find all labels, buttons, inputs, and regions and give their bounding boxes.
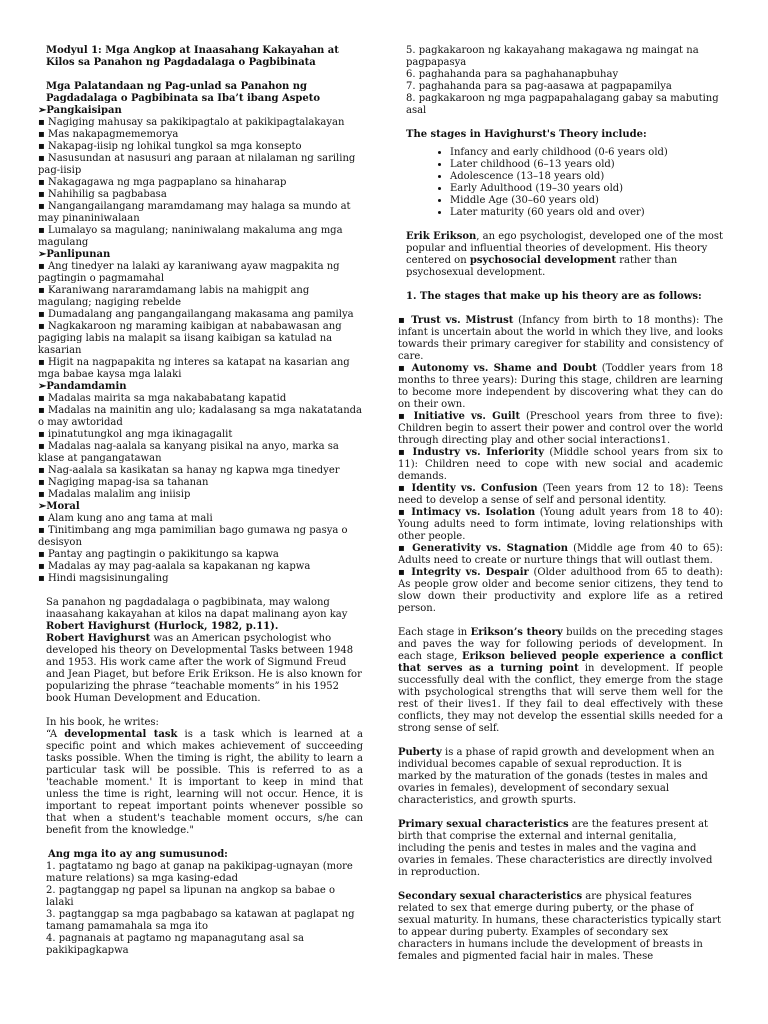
bio-text: was an American psychologist who developed his theory on Developmental Tasks between 1948 and 1953. His work came after the work of Sigmund Freud and Jean Piaget, but before Erik Erikson. He is also known for popularizing the phrase “teachable moments” in his 1952 book Human Development and Education. xyxy=(46,633,362,704)
erikson-stages-list xyxy=(398,315,723,615)
erikson-stage-name: ▪ Autonomy vs. Shame and Doubt xyxy=(398,363,597,374)
erikson-stage-name: ▪ Identity vs. Confusion xyxy=(398,483,538,494)
list-item: ▪ Karaniwang nararamdamang labis na mahigpit ang magulang; nagiging rebelde xyxy=(38,285,310,308)
erikson-stage-name: ▪ Integrity vs. Despair xyxy=(398,567,529,578)
erikson-name: Erik Erikson xyxy=(406,231,477,242)
erikson-stage-item xyxy=(398,411,723,447)
list-item: ▪ Higit na nagpapakita ng interes sa katapat na kasarian ang mga babae kaysa mga lalaki xyxy=(38,357,350,380)
erikson-term: psychosocial development xyxy=(469,255,617,266)
list-item: ▪ Nagiging mapag-isa sa tahanan xyxy=(38,477,209,488)
group-heading: ➢Moral xyxy=(38,501,80,512)
erikson-stage-desc: (Older adulthood from 65 to death): As people grow older and become senior citizens, they tend to slow down their productivity and explore life as a retired person. xyxy=(398,567,724,614)
list-item: ▪ Tinitimbang ang mga pamimilian bago gumawa ng pasya o desisyon xyxy=(38,525,348,548)
right-column xyxy=(398,45,723,963)
stage-item: • Later childhood (6–13 years old) xyxy=(450,159,723,171)
signs-title: Mga Palatandaan ng Pag-unlad sa Panahon ng Pagdadalaga o Pagbibinata sa Iba’t ibang Aspeto xyxy=(46,81,321,104)
erikson-stage-item xyxy=(398,447,723,483)
group-heading: ➢Pandamdamin xyxy=(38,381,127,392)
tasks-list xyxy=(38,861,363,957)
task-item: 4. pagnanais at pagtamo ng mapanagutang asal sa pakikipagkapwa xyxy=(46,933,304,956)
secondary-term: Secondary sexual characteristics xyxy=(398,891,583,902)
erikson-stages-heading: 1. The stages that make up his theory are as follows: xyxy=(406,291,702,302)
stage-item: • Infancy and early childhood (0-6 years old) xyxy=(450,147,723,159)
task-item: 3. pagtanggap sa mga pagbabago sa katawan at paglapat ng tamang pamamahala sa mga ito xyxy=(46,909,355,932)
erikson-stage-item xyxy=(398,315,723,363)
erikson-stage-desc: (Middle age from 40 to 65): Adults need to create or nurture things that will outlast them. xyxy=(398,543,723,566)
task-item: 2. pagtanggap ng papel sa lipunan na angkop sa babae o lalaki xyxy=(46,885,336,908)
erikson-stage-name: ▪ Initiative vs. Guilt xyxy=(398,411,521,422)
erikson-stage-desc: (Toddler years from 18 months to three years): During this stage, children are learning to become more independent by discovering what they can do on their own. xyxy=(398,363,723,410)
quote-paragraph xyxy=(38,729,363,837)
quote-open: “A xyxy=(46,729,65,740)
module-title: Modyul 1: Mga Angkop at Inaasahang Kakayahan at Kilos sa Panahon ng Pagdadalaga o Pagbibinata xyxy=(46,45,339,68)
erikson-stage-item xyxy=(398,567,723,615)
erikson-text-2: rather than psychosexual development. xyxy=(406,255,678,278)
list-item: ▪ Nagiging mahusay sa pakikipagtalo at pakikipagtalakayan xyxy=(38,117,345,128)
each-stage-bold-1: Erikson’s theory xyxy=(470,627,563,638)
list-item: ▪ ipinatutungkol ang mga ikinagagalit xyxy=(38,429,233,440)
list-item: ▪ Nasusundan at nasusuri ang paraan at nilalaman ng sariling pag-iisip xyxy=(38,153,356,176)
each-stage-text-1: Each stage in xyxy=(398,627,471,638)
intro-citation: Robert Havighurst (Hurlock, 1982, p.11). xyxy=(46,621,279,632)
each-stage-paragraph xyxy=(398,627,723,735)
list-item: ▪ Madalas ay may pag-aalala sa kapakanan ng kapwa xyxy=(38,561,311,572)
list-item: ▪ Pantay ang pagtingin o pakikitungo sa kapwa xyxy=(38,549,279,560)
quote-rest: is a task which is learned at a specific point and which makes achievement of succeeding tasks possible. When the timing is right, the ability to learn a particular task will be possible. This is referred to as a 'teachable moment.' It is important to keep in mind that unless the time is right, learning will not occur. Hence, it is important to repeat important points whenever possible so that when a student's teachable moment occurs, s/he can benefit from the knowledge." xyxy=(46,729,363,836)
stage-item: • Early Adulthood (19–30 years old) xyxy=(450,183,723,195)
group-heading: ➢Panlipunan xyxy=(38,249,111,260)
erikson-stage-desc: (Teen years from 12 to 18): Teens need to develop a sense of self and personal identity. xyxy=(398,483,723,506)
erikson-stage-desc: (Infancy from birth to 18 months): The infant is uncertain about the world in which they live, and looks towards their primary caregiver for stability and consistency of care. xyxy=(398,315,723,362)
tasks-list-continued xyxy=(398,45,723,117)
task-item: 8. pagkakaroon ng mga pagpapahalagang gabay sa mabuting asal xyxy=(406,93,719,116)
erikson-stage-desc: (Preschool years from three to five): Children begin to assert their power and control over the world through directing play and other social interactions1. xyxy=(398,411,723,446)
erikson-stage-name: ▪ Trust vs. Mistrust xyxy=(398,315,514,326)
list-item: ▪ Nagkakaroon ng maraming kaibigan at nababawasan ang pagiging labis na malapit sa iisang kaibigan sa katulad na kasarian xyxy=(38,321,342,356)
list-item: ▪ Nakapag-iisip ng lohikal tungkol sa mga konsepto xyxy=(38,141,302,152)
list-item: ▪ Lumalayo sa magulang; naniniwalang makaluma ang mga magulang xyxy=(38,225,343,248)
list-item: ▪ Ang tinedyer na lalaki ay karaniwang ayaw magpakita ng pagtingin o pagmamahal xyxy=(38,261,340,284)
each-stage-text-2: builds on the preceding stages and paves the way for following periods of development. In each stage, xyxy=(398,627,723,662)
list-item: ▪ Alam kung ano ang tama at mali xyxy=(38,513,213,524)
each-stage-bold-2: Erikson believed people experience a conflict that serves as a turning point xyxy=(398,651,724,674)
erikson-paragraph xyxy=(398,231,723,279)
group-heading: ➢Pangkaisipan xyxy=(38,105,122,116)
primary-text: are the features present at birth that comprise the external and internal genitalia, including the penis and testes in males and the vagina and ovaries in females. These characteristics are directly involved in reproduction. xyxy=(398,819,713,878)
puberty-term: Puberty xyxy=(398,747,442,758)
havighurst-stages-heading: The stages in Havighurst's Theory include: xyxy=(406,129,647,140)
quote-term: developmental task xyxy=(64,729,178,740)
list-item: ▪ Nangangailangang maramdamang may halaga sa mundo at may pinaniniwalaan xyxy=(38,201,351,224)
puberty-paragraph xyxy=(398,747,723,807)
erikson-stage-item xyxy=(398,483,723,507)
erikson-stage-desc: (Middle school years from six to 11): Children need to cope with new social and academic demands. xyxy=(398,447,723,482)
left-column xyxy=(38,45,363,957)
havighurst-stages-list xyxy=(398,147,723,219)
stage-item: • Later maturity (60 years old and over) xyxy=(450,207,723,219)
list-item: ▪ Madalas nag-aalala sa kanyang pisikal na anyo, marka sa klase at pangangatawan xyxy=(38,441,339,464)
puberty-text: is a phase of rapid growth and development when an individual becomes capable of sexual reproduction. It is marked by the maturation of the gonads (testes in males and ovaries in females), development of secondary sexual characteristics, and growth spurts. xyxy=(398,747,715,806)
erikson-stage-item xyxy=(398,507,723,543)
erikson-stage-item xyxy=(398,543,723,567)
secondary-paragraph xyxy=(398,891,723,963)
erikson-stage-name: ▪ Intimacy vs. Isolation xyxy=(398,507,536,518)
erikson-stage-name: ▪ Industry vs. Inferiority xyxy=(398,447,545,458)
list-item: ▪ Mas nakapagmememorya xyxy=(38,129,179,140)
primary-term: Primary sexual characteristics xyxy=(398,819,569,830)
stage-item: • Middle Age (30–60 years old) xyxy=(450,195,723,207)
stage-item: • Adolescence (13–18 years old) xyxy=(450,171,723,183)
each-stage-text-3: in development. If people successfully deal with the conflict, they emerge from the stage with psychological strengths that will serve them well for the rest of their lives1. If they fail to deal effectively with these conflicts, they may not develop the essential skills needed for a strong sense of self. xyxy=(398,663,723,734)
list-item: ▪ Nag-aalala sa kasikatan sa hanay ng kapwa mga tinedyer xyxy=(38,465,340,476)
intro-paragraph xyxy=(38,597,363,633)
list-item: ▪ Madalas na mainitin ang ulo; kadalasang sa mga nakatatanda o may awtoridad xyxy=(38,405,363,428)
task-item: 5. pagkakaroon ng kakayahang makagawa ng maingat na pagpapasya xyxy=(406,45,699,68)
list-item: ▪ Madalas malalim ang iniisip xyxy=(38,489,191,500)
secondary-text: are physical features related to sex that emerge during puberty, or the phase of sexual maturity. In humans, these characteristics typically start to appear during puberty. Examples of secondary sex characters in humans include the development of breasts in females and pigmented facial hair in males. These xyxy=(398,891,721,962)
task-item: 1. pagtatamo ng bago at ganap na pakikipag-ugnayan (more mature relations) sa mga kasing-edad xyxy=(46,861,353,884)
list-item: ▪ Dumadalang ang pangangailangang makasama ang pamilya xyxy=(38,309,354,320)
list-item: ▪ Hindi magsisinungaling xyxy=(38,573,169,584)
list-item: ▪ Madalas mairita sa mga nakababatang kapatid xyxy=(38,393,287,404)
erikson-stage-item xyxy=(398,363,723,411)
bio-paragraph xyxy=(38,633,363,705)
list-item: ▪ Nakagagawa ng mga pagpaplano sa hinaharap xyxy=(38,177,287,188)
task-item: 7. paghahanda para sa pag-aasawa at pagpapamilya xyxy=(406,81,672,92)
task-item: 6. paghahanda para sa paghahanapbuhay xyxy=(406,69,619,80)
intro-text: Sa panahon ng pagdadalaga o pagbibinata, may walong inaasahang kakayahan at kilos na dapat malinang ayon kay xyxy=(46,597,348,620)
book-intro: In his book, he writes: xyxy=(46,717,159,728)
tasks-heading: Ang mga ito ay ang sumusunod: xyxy=(48,849,228,860)
erikson-stage-name: ▪ Generativity vs. Stagnation xyxy=(398,543,569,554)
bio-name: Robert Havighurst xyxy=(46,633,151,644)
erikson-text-1: , an ego psychologist, developed one of the most popular and influential theories of development. His theory centered on xyxy=(406,231,723,266)
primary-paragraph xyxy=(398,819,723,879)
erikson-stage-desc: (Young adult years from 18 to 40): Young adults need to form intimate, loving relationships with other people. xyxy=(398,507,723,542)
development-groups xyxy=(38,105,363,585)
list-item: ▪ Nahihilig sa pagbabasa xyxy=(38,189,167,200)
